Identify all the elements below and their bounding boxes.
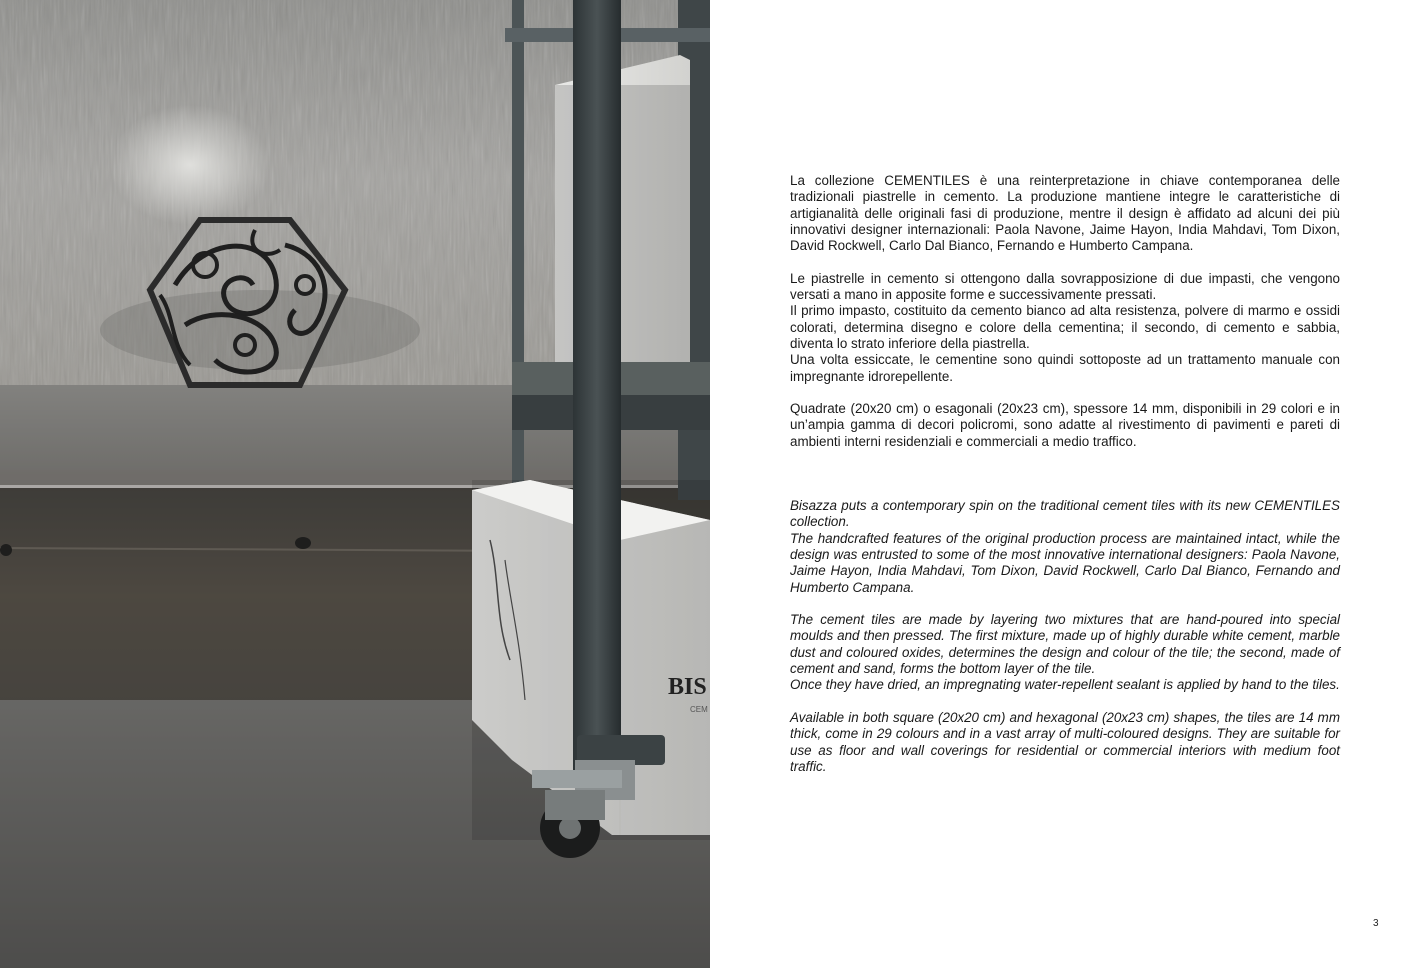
italian-process-text-3: Una volta essiccate, le cementine sono quindi sottoposte ad un trattamento manuale con impregnante idrorepellente. [790, 352, 1340, 384]
italian-paragraph-process [790, 271, 1340, 385]
english-intro-text-1: Bisazza puts a contemporary spin on the traditional cement tiles with its new CEMENTILES collection. [790, 498, 1340, 530]
english-process-text-2: Once they have dried, an impregnating water-repellent sealant is applied by hand to the tiles. [790, 677, 1340, 693]
page-number: 3 [1373, 918, 1379, 929]
english-specs-text: Available in both square (20x20 cm) and hexagonal (20x23 cm) shapes, the tiles are 14 mm thick, come in 29 colours and in a vast array of multi-coloured designs. They are suitable for use as floor and wall coverings for residential or commercial interiors with medium foot traffic. [790, 709, 1340, 774]
italian-intro-text: La collezione CEMENTILES è una reinterpretazione in chiave contemporanea delle tradizionali piastrelle in cemento. La produzione mantiene integre le caratteristiche di artigianalità delle originali fasi di produzione, mentre il design è affidato ad alcuni dei più innovativi designer internazionali: Paola Navone, Jaime Hayon, India Mahdavi, Tom Dixon, David Rockwell, Carlo Dal Bianco, Fernando e Humberto Campana. [790, 173, 1340, 254]
english-paragraph-specs [790, 710, 1340, 775]
english-intro-text-2: The handcrafted features of the original production process are maintained intact, while the design was entrusted to some of the most innovative international designers: Paola Navone, Jaime Hayon, India Mahdavi, Tom Dixon, David Rockwell, Carlo Dal Bianco, Fernando and Humberto Campana. [790, 530, 1340, 595]
english-process-text-1: The cement tiles are made by layering two mixtures that are hand-poured into special moulds and then pressed. The first mixture, made up of highly durable white cement, marble dust and coloured oxides, determines the design and colour of the tile; the second, made of cement and sand, forms the bottom layer of the tile. [790, 612, 1340, 677]
italian-paragraph-intro [790, 173, 1340, 254]
italian-process-text-1: Le piastrelle in cemento si ottengono dalla sovrapposizione di due impasti, che vengono versati a mano in apposite forme e successivamente pressati. [790, 270, 1340, 303]
italian-text-block [790, 173, 1340, 450]
italian-specs-text: Quadrate (20x20 cm) o esagonali (20x23 cm), spessore 14 mm, disponibili in 29 colori e in un’ampia gamma di decori policromi, sono adatte al rivestimento di pavimenti e pareti di ambienti interni residenziali e commerciali a medio traffico. [790, 401, 1340, 449]
english-text-block [790, 498, 1340, 775]
italian-process-text-2: Il primo impasto, costituito da cemento bianco ad alta resistenza, polvere di marmo e ossidi colorati, determina disegno e colore della cementina; il secondo, di cemento e sabbia, diventa lo strato inferiore della piastrella. [790, 303, 1340, 351]
box-brand-label: BIS [668, 674, 707, 700]
text-column [790, 173, 1340, 791]
box-brand-sublabel: CEM [690, 705, 708, 714]
english-paragraph-process [790, 612, 1340, 693]
italian-paragraph-specs [790, 401, 1340, 450]
english-paragraph-intro [790, 498, 1340, 596]
